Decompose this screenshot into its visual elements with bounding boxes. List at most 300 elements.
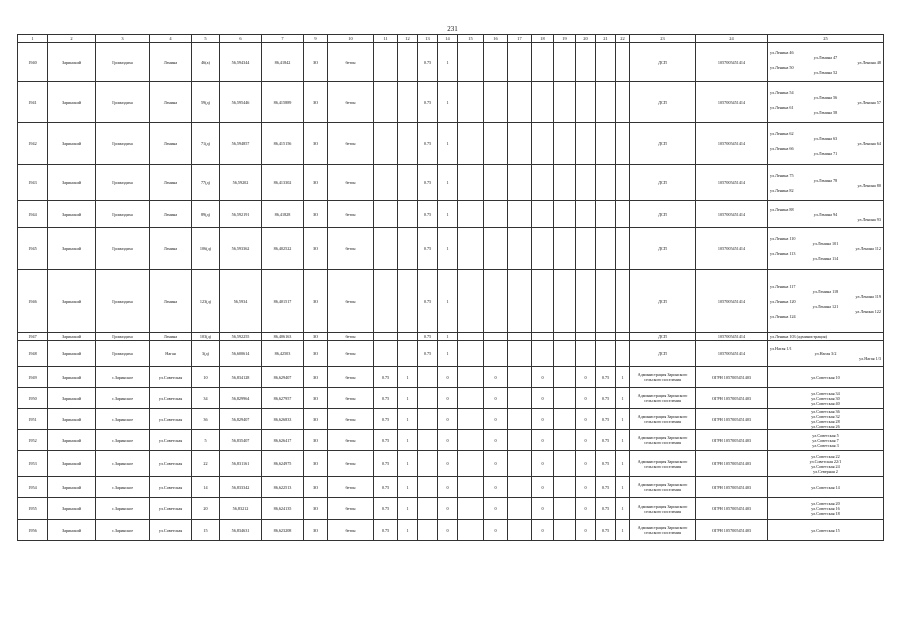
table-cell: 1	[438, 43, 458, 82]
table-cell: 0.75	[596, 451, 616, 477]
served-addresses-cell	[768, 228, 884, 270]
table-cell: 56,833342	[220, 477, 262, 498]
served-addresses-cell	[768, 43, 884, 82]
table-cell: бетон	[328, 451, 374, 477]
table-cell: Администрация Заринского сельского поселения	[630, 477, 696, 498]
table-cell	[374, 270, 398, 333]
table-cell: 0	[532, 498, 554, 520]
served-addresses-cell	[768, 165, 884, 201]
table-cell: Громаздиха	[96, 43, 150, 82]
table-cell: ДСП	[630, 201, 696, 228]
address-line: ул.Ленина 80	[857, 182, 881, 188]
table-cell	[458, 270, 484, 333]
table-cell: Ленина	[150, 201, 192, 228]
table-cell: ЗО	[304, 270, 328, 333]
table-cell: 0.75	[374, 409, 398, 430]
address-line: ул.Ленина 118	[812, 288, 839, 294]
table-cell: 0	[438, 498, 458, 520]
table-cell: 86,402522	[262, 228, 304, 270]
table-cell: 0	[532, 388, 554, 409]
address-line: ул.Ленина 64	[857, 141, 881, 146]
column-number-header: 23	[630, 35, 696, 43]
table-cell: 0	[438, 477, 458, 498]
waste-sites-registry-table	[17, 34, 884, 541]
table-cell: ЗО	[304, 477, 328, 498]
table-cell	[458, 367, 484, 388]
table-cell: ЗО	[304, 165, 328, 201]
table-cell: 0	[532, 520, 554, 541]
table-cell: 1057005451414	[696, 82, 768, 123]
table-cell: 0	[532, 477, 554, 498]
address-line: ул.Советская 20	[811, 501, 840, 506]
address-line: ул.Ленина 62	[770, 131, 794, 136]
address-line: ул.Ленина 71	[813, 151, 838, 156]
table-cell: Ленина	[150, 228, 192, 270]
table-cell	[576, 228, 596, 270]
table-cell: бетон	[328, 367, 374, 388]
table-cell: 0	[484, 388, 508, 409]
table-cell: 1	[438, 82, 458, 123]
table-cell: Заринский	[48, 409, 96, 430]
table-cell	[398, 201, 418, 228]
table-cell	[508, 228, 532, 270]
table-cell: 1954	[18, 477, 48, 498]
table-cell	[532, 165, 554, 201]
address-line: ул.Ленина 113	[770, 251, 796, 256]
table-cell	[458, 43, 484, 82]
table-cell	[418, 367, 438, 388]
table-cell: 56,5934	[220, 270, 262, 333]
table-cell: Ленина	[150, 82, 192, 123]
header-row	[18, 35, 884, 43]
table-cell: ул.Советская	[150, 451, 192, 477]
table-cell: 56,592255	[220, 333, 262, 341]
table-cell: Заринский	[48, 165, 96, 201]
address-line: ул.Ленина 122	[855, 308, 881, 314]
table-cell: 0.75	[374, 477, 398, 498]
table-cell: 0.75	[418, 43, 438, 82]
table-cell: Ленина	[150, 333, 192, 341]
table-cell: Громаздиха	[96, 201, 150, 228]
table-cell: 1947	[18, 333, 48, 341]
table-cell: ЗО	[304, 367, 328, 388]
table-cell: Ленина	[150, 123, 192, 165]
table-cell: бетон	[328, 477, 374, 498]
table-cell: бетон	[328, 270, 374, 333]
address-line: ул.Ленина 93	[857, 216, 881, 222]
table-cell	[596, 165, 616, 201]
table-cell	[484, 43, 508, 82]
table-cell: 56,834128	[220, 367, 262, 388]
table-cell: 22	[192, 451, 220, 477]
table-cell: 0.75	[374, 520, 398, 541]
address-line: ул.Ленина 48	[857, 59, 881, 65]
table-cell: 1942	[18, 123, 48, 165]
table-cell: 0	[438, 451, 458, 477]
address-line: ул.Нагая 1/3	[859, 356, 881, 361]
table-row	[18, 270, 884, 333]
column-number-header: 3	[96, 35, 150, 43]
table-cell: 56,600614	[220, 341, 262, 367]
table-cell	[484, 123, 508, 165]
table-cell: бетон	[328, 333, 374, 341]
table-cell: 0	[532, 367, 554, 388]
table-cell: Администрация Заринского сельского поселения	[630, 498, 696, 520]
table-cell: 1057005451414	[696, 333, 768, 341]
table-cell	[508, 201, 532, 228]
table-cell: 1	[616, 520, 630, 541]
address-line: ул.Ленина 58	[813, 109, 838, 115]
table-cell	[576, 270, 596, 333]
address-line: ул.Ленина 50	[770, 64, 794, 70]
column-number-header: 21	[596, 35, 616, 43]
address-line: ул.Ленина 52	[813, 69, 838, 75]
table-cell: 86,401517	[262, 270, 304, 333]
address-line: ул.Северная 2	[813, 468, 838, 474]
table-cell: Громаздиха	[96, 165, 150, 201]
table-cell: ул.Советская	[150, 477, 192, 498]
table-cell	[458, 388, 484, 409]
table-cell	[508, 498, 532, 520]
table-cell	[458, 123, 484, 165]
table-cell: ул.Советская	[150, 498, 192, 520]
table-cell	[554, 477, 576, 498]
address-line: ул.Ленина 61	[770, 104, 794, 110]
table-cell: с.Заринское	[96, 477, 150, 498]
table-cell: 1949	[18, 367, 48, 388]
table-cell	[554, 341, 576, 367]
table-cell	[508, 82, 532, 123]
table-row	[18, 451, 884, 477]
table-row	[18, 409, 884, 430]
served-addresses-cell	[768, 367, 884, 388]
table-cell: 0.75	[418, 201, 438, 228]
table-cell	[398, 82, 418, 123]
table-cell	[508, 367, 532, 388]
address-line: ул.Советская 16	[811, 506, 840, 511]
address-line: ул.Советская 22/1	[809, 458, 842, 464]
table-cell: 56,592191	[220, 201, 262, 228]
table-cell: 5	[192, 430, 220, 451]
table-cell: 0	[576, 409, 596, 430]
table-cell: 0	[576, 367, 596, 388]
column-number-header: 13	[418, 35, 438, 43]
table-cell	[418, 477, 438, 498]
table-cell: 1	[398, 409, 418, 430]
table-cell: бетон	[328, 201, 374, 228]
table-cell: 0.75	[418, 270, 438, 333]
table-cell: 86,415889	[262, 82, 304, 123]
table-cell: 0	[576, 520, 596, 541]
table-cell: 1	[616, 409, 630, 430]
served-addresses-cell	[768, 388, 884, 409]
table-cell: ДСП	[630, 270, 696, 333]
table-cell: ДСП	[630, 123, 696, 165]
table-row	[18, 498, 884, 520]
table-cell: 86,622513	[262, 477, 304, 498]
table-cell: 1057005451414	[696, 201, 768, 228]
table-cell	[554, 409, 576, 430]
table-cell: 0	[576, 451, 596, 477]
table-cell: 1	[616, 451, 630, 477]
table-cell: 86,624135	[262, 498, 304, 520]
table-cell	[576, 123, 596, 165]
served-addresses-cell	[768, 270, 884, 333]
table-cell	[616, 228, 630, 270]
table-cell: 1	[398, 430, 418, 451]
table-row	[18, 388, 884, 409]
table-cell: 1946	[18, 270, 48, 333]
served-addresses-cell	[768, 520, 884, 541]
address-line: ул.Советская 15	[811, 527, 840, 533]
table-cell: 1	[438, 270, 458, 333]
table-cell: ОГРН 1057005451403	[696, 388, 768, 409]
table-cell: ул.Советская	[150, 367, 192, 388]
table-cell	[484, 201, 508, 228]
table-cell: 86,41842	[262, 43, 304, 82]
table-cell: 0.75	[418, 82, 438, 123]
table-cell: 0	[576, 388, 596, 409]
table-cell: ул.Советская	[150, 388, 192, 409]
table-cell: 1057005451414	[696, 341, 768, 367]
table-cell	[576, 333, 596, 341]
table-cell: 56,829964	[220, 388, 262, 409]
table-cell: Администрация Заринского сельского поселения	[630, 388, 696, 409]
served-addresses-cell	[768, 477, 884, 498]
table-row	[18, 165, 884, 201]
address-line: ул.Нагая 3/2	[814, 351, 837, 356]
table-cell: с.Заринское	[96, 520, 150, 541]
table-cell	[596, 341, 616, 367]
table-cell	[554, 165, 576, 201]
table-cell: 56,593362	[220, 228, 262, 270]
address-line: ул.Советская 14	[811, 484, 840, 490]
table-cell	[458, 498, 484, 520]
table-cell: бетон	[328, 498, 374, 520]
table-cell	[458, 520, 484, 541]
table-cell	[458, 477, 484, 498]
table-cell: ЗО	[304, 201, 328, 228]
table-cell: 1953	[18, 451, 48, 477]
address-line: ул.Ленина 54	[770, 89, 794, 95]
table-cell: 0	[484, 520, 508, 541]
table-cell: 1	[438, 228, 458, 270]
table-cell: 10	[192, 367, 220, 388]
table-cell	[616, 123, 630, 165]
table-cell: Ленина	[150, 165, 192, 201]
table-row	[18, 201, 884, 228]
address-line: ул.Советская 36	[811, 409, 840, 414]
table-cell: 56,594344	[220, 43, 262, 82]
table-cell: с.Заринское	[96, 451, 150, 477]
table-cell: ЗО	[304, 451, 328, 477]
table-cell: 0	[532, 451, 554, 477]
table-cell: бетон	[328, 228, 374, 270]
table-cell: ЗО	[304, 43, 328, 82]
table-cell	[596, 123, 616, 165]
table-cell: 0.75	[596, 409, 616, 430]
table-cell: ДСП	[630, 333, 696, 341]
table-cell: 1	[438, 123, 458, 165]
table-cell: 123(д)	[192, 270, 220, 333]
table-cell: 56,594857	[220, 123, 262, 165]
table-cell	[458, 228, 484, 270]
address-line: ул.Ленина 119	[855, 293, 881, 299]
table-cell	[554, 270, 576, 333]
table-cell	[398, 341, 418, 367]
column-number-header: 17	[508, 35, 532, 43]
table-cell: 86,623208	[262, 520, 304, 541]
table-cell: ОГРН 1057005451403	[696, 451, 768, 477]
table-cell: 86,626417	[262, 430, 304, 451]
table-cell: ЗО	[304, 123, 328, 165]
table-cell	[554, 367, 576, 388]
table-cell: 36	[192, 409, 220, 430]
table-cell: ОГРН 1057005451403	[696, 477, 768, 498]
address-line: ул.Ленина 56	[813, 94, 838, 100]
table-cell	[398, 165, 418, 201]
table-cell	[508, 43, 532, 82]
table-cell	[508, 333, 532, 341]
table-cell: 0	[576, 430, 596, 451]
table-cell	[576, 341, 596, 367]
table-cell: 1	[398, 520, 418, 541]
table-cell	[418, 498, 438, 520]
table-row	[18, 430, 884, 451]
address-line: ул.Ленина 117	[770, 283, 796, 289]
table-cell	[554, 123, 576, 165]
table-cell: 1948	[18, 341, 48, 367]
table-cell: 1940	[18, 43, 48, 82]
table-row	[18, 228, 884, 270]
table-cell	[596, 270, 616, 333]
table-cell: 1	[398, 367, 418, 388]
address-line: ул.Советская 5	[812, 432, 839, 438]
table-cell	[398, 333, 418, 341]
table-cell: с.Заринское	[96, 430, 150, 451]
table-cell: ОГРН 1057005451403	[696, 367, 768, 388]
table-cell: бетон	[328, 82, 374, 123]
served-addresses-cell	[768, 451, 884, 477]
table-row	[18, 123, 884, 165]
table-cell	[596, 82, 616, 123]
table-cell: 86,41828	[262, 201, 304, 228]
table-cell: 0.75	[596, 520, 616, 541]
table-cell: Заринский	[48, 367, 96, 388]
address-line: ул.Ленина 47	[813, 54, 838, 60]
table-cell: бетон	[328, 123, 374, 165]
table-cell	[554, 43, 576, 82]
table-cell: 0	[532, 409, 554, 430]
column-number-header: 14	[438, 35, 458, 43]
table-cell	[374, 123, 398, 165]
table-cell	[484, 270, 508, 333]
table-cell: 1	[616, 498, 630, 520]
table-cell: ДСП	[630, 341, 696, 367]
table-cell	[508, 477, 532, 498]
table-cell: Громаздиха	[96, 341, 150, 367]
address-line: ул.Советская 10	[811, 374, 840, 380]
served-addresses-cell	[768, 409, 884, 430]
table-cell: 0.75	[374, 451, 398, 477]
table-cell	[532, 228, 554, 270]
table-cell: 106(д)	[192, 228, 220, 270]
table-cell: 86,624975	[262, 451, 304, 477]
table-cell	[458, 409, 484, 430]
table-row	[18, 520, 884, 541]
address-line: ул.Ленина 66	[770, 146, 794, 151]
table-cell	[596, 333, 616, 341]
table-cell: 1057005451414	[696, 270, 768, 333]
table-cell: 1941	[18, 82, 48, 123]
table-cell	[554, 201, 576, 228]
table-cell: ЗО	[304, 228, 328, 270]
table-cell: 56,835407	[220, 430, 262, 451]
table-cell	[576, 82, 596, 123]
table-cell: бетон	[328, 165, 374, 201]
table-cell: Администрация Заринского сельского поселения	[630, 520, 696, 541]
table-cell: Заринский	[48, 477, 96, 498]
served-addresses-cell	[768, 201, 884, 228]
table-cell: 0	[438, 430, 458, 451]
table-cell: 0	[438, 388, 458, 409]
table-cell: Громаздиха	[96, 82, 150, 123]
table-cell	[616, 43, 630, 82]
table-cell	[508, 409, 532, 430]
table-cell: 0.75	[418, 333, 438, 341]
column-number-header: 9	[304, 35, 328, 43]
address-line: ул.Нагая 1/1	[770, 346, 792, 351]
table-cell	[554, 451, 576, 477]
table-cell: 46(а)	[192, 43, 220, 82]
table-cell	[616, 82, 630, 123]
table-cell	[616, 333, 630, 341]
table-cell	[418, 430, 438, 451]
table-cell: 0	[484, 367, 508, 388]
table-cell: 0.75	[418, 165, 438, 201]
address-line: ул.Советская 7	[812, 437, 839, 443]
table-cell: 1057005451414	[696, 228, 768, 270]
table-cell: 1951	[18, 409, 48, 430]
table-cell: 103(д)	[192, 333, 220, 341]
address-line: ул.Ленина 75	[770, 172, 794, 178]
table-cell	[398, 228, 418, 270]
table-cell: Заринский	[48, 201, 96, 228]
table-row	[18, 367, 884, 388]
table-cell: ДСП	[630, 82, 696, 123]
table-cell	[616, 165, 630, 201]
column-number-header: 7	[262, 35, 304, 43]
table-cell: ЗО	[304, 430, 328, 451]
table-cell: 1	[616, 477, 630, 498]
table-cell: Ленина	[150, 270, 192, 333]
column-number-header: 20	[576, 35, 596, 43]
address-line: ул.Советская 30	[811, 395, 840, 401]
table-cell: бетон	[328, 43, 374, 82]
table-cell	[398, 270, 418, 333]
table-cell	[596, 228, 616, 270]
table-cell: бетон	[328, 341, 374, 367]
table-row	[18, 43, 884, 82]
table-cell: ул.Советская	[150, 409, 192, 430]
table-cell: ЗО	[304, 341, 328, 367]
table-cell	[576, 165, 596, 201]
table-cell: ЗО	[304, 520, 328, 541]
table-cell: Нагая	[150, 341, 192, 367]
address-line: ул.Советская 32	[811, 414, 840, 419]
table-cell	[554, 430, 576, 451]
table-cell: Заринский	[48, 333, 96, 341]
